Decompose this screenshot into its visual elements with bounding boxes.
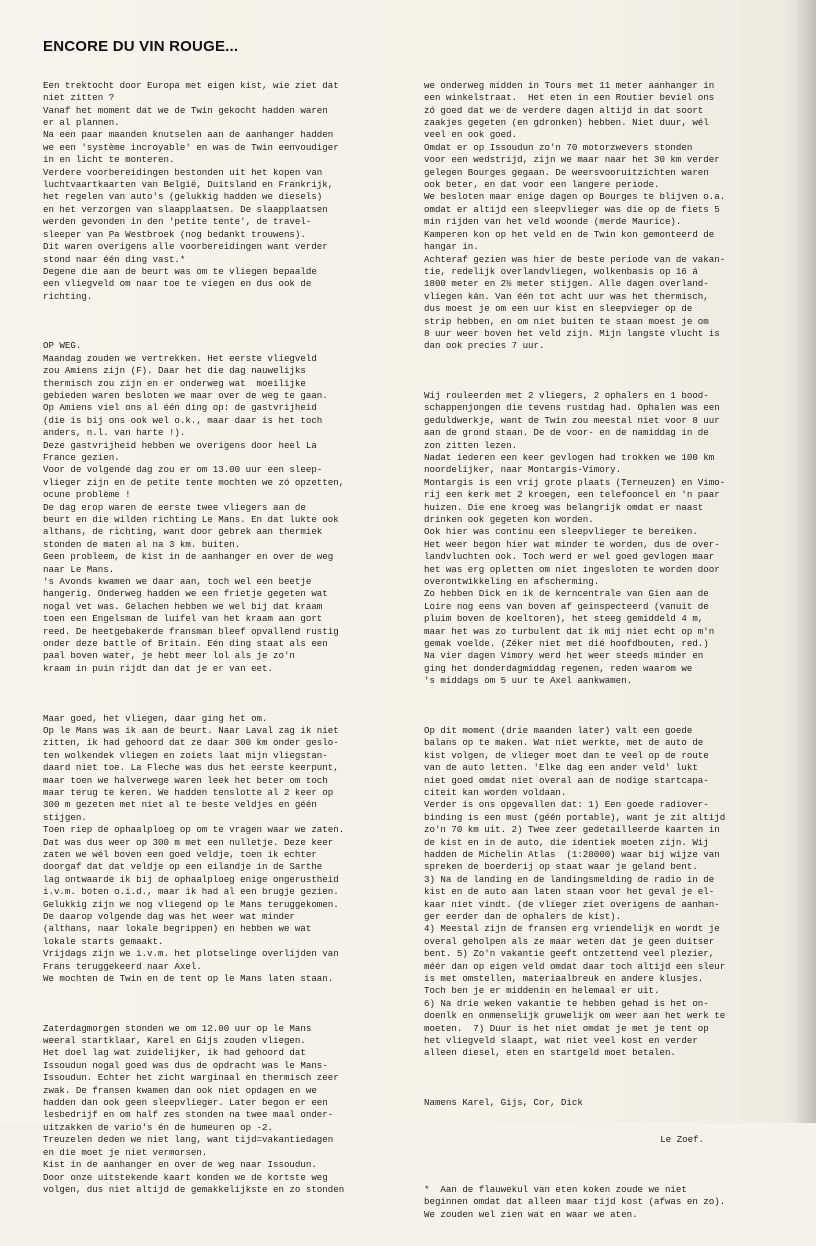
intro-paragraph: Een trektocht door Europa met eigen kist, wie ziet dat niet zitten ? Vanaf het moment dat we de Twin gekocht hadden waren er al plannen. Na een paar maanden knutselen aan de aanhanger hadden we een 'système incroyable' en was de Twin eenvoudiger in en licht te monteren. Verdere voorbereidingen bestonden uit het kopen van luchtvaartkaarten van België, Duitsland en Frankrijk, het regelen van auto's (gelukkig hadden we diesels) en het verzorgen van slaapplaatsen. De slaapplaatsen werden gevonden in den 'petite tente', de travel- sleeper van Pa Westbroek (nog bedankt trouwens). Dit waren overigens alle voorbereidingen want verder stond naar één ding vast.* Degene die aan de beurt was om te vliegen bepaalde een vliegveld om naar toe te viegen en dus ook de richting.	[43, 79, 339, 302]
footnote: * Aan de flauwekul van eten koken zoude we niet beginnen omdat dat alleen maar tijd kost (afwas en zo). We zouden wel zien wat en waar we aten.	[424, 1183, 726, 1220]
bourges-paragraph: we onderweg midden in Tours met 11 meter aanhanger in een winkelstraat. Het eten in een Routier beviel ons zó goed dat we de verdere dagen altijd in dat soort zaakjes gegeten (en gdronken) hebben. Niet duur, wél veel en ook goed. Omdat er op Issoudun zo'n 70 motorzwevers stonden voor een wedstrijd, zijn we maar naar het 30 km verder gelegen Bourges gegaan. De weersvooruitzichten waren ook beter, en dat voor een langere periode. We besloten maar enige dagen op Bourges te blijven o.a. omdat er altijd een sleepvlieger was die op de fiets 5 min rijden van het veld woonde (merde Maurice). Kamperen kon op het veld en de Twin kon gemonteerd de hangar in. Achteraf gezien was hier de beste periode van de vakan- tie, redelijk overlandvliegen, wolkenbasis op 16 á 1800 meter en 2½ meter stijgen. Alle dagen overland- vliegen kán. Van één tot acht uur was het thermisch, dus moest je om een uur kist en sleepvieger op de strip hebben, en om niet buiten te staan moest je om 8 uur weer boven het veld zijn. Mijn langste vlucht is dan ook precies 7 uur.	[424, 79, 726, 352]
right-column	[424, 55, 796, 1246]
page-edge-shadow	[794, 0, 816, 1123]
balance-paragraph: Op dit moment (drie maanden later) valt een goede balans op te maken. Wat niet werkte, met de auto de kist volgen, de vlieger moet dan te veel op de route van de auto letten. 'Elke dag een ander veld' lukt niet goed omdat niet overal aan de nodige startcapa- citeit kan worden voldaan. Verder is ons opgevallen dat: 1) Een goede radiover- binding is een must (géén portable), want je zit altijd zo'n 70 km uit. 2) Twee zeer gedetailleerde kaarten in de kist en in de auto, die identiek moeten zijn. Wij hadden de Michelin Atlas (1:20000) waar bij wijze van spreken de boerderij op staat waar je geland bent. 3) Na de landing en de landingsmelding de radio in de kist en de auto aan laten staan voor het geval je el- kaar niet vindt. (de vlieger ziet overigens de aanhan- ger eerder dan de ophalers de kist). 4) Meestal zijn de fransen erg vriendelijk en wordt je overal geholpen als ze maar weten dat je geen duitser bent. 5) Zo'n vakantie geeft ontzettend veel plezier, méér dan op eigen veld omdat daar toch altijd een sleur is met omstellen, materiaalbreuk en andere klusjes. Toch ben je er middenin en helemaal er uit. 6) Na drie weken vakantie te hebben gehad is het on- doenlk en onmenselijk gruwelijk om weer aan het werk te moeten. 7) Duur is het niet omdat je met je tent op het vliegveld slaapt, wat niet veel kost en verder alleen diesel, eten en startgeld moet betalen.	[424, 724, 726, 1059]
op-weg-paragraph: OP WEG. Maandag zouden we vertrekken. Het eerste vliegveld zou Amiens zijn (F). Daar het die dag nauwelijks thermisch zou zijn en er onderweg wat moeilijke gebieden waren besloten we maar over de weg te gaan. Op Amiens viel ons al één ding op: de gastvrijheid (die is bij ons ook wel o.k., maar daar is het toch anders, n.l. van harte !). Deze gastvrijheid hebben we overigens door heel La France gezien. Voor de volgende dag zou er om 13.00 uur een sleep- vlieger zijn en de petite tente mochten we zó opzetten, ocune problème ! De dag erop waren de eerste twee vliegers aan de beurt en die wilden richting Le Mans. En dat lukte ook althans, de richting, want door gebrek aan thermiek stonden de maten al na 3 km. buiten. Geen probleem, de kist in de aanhanger en over de weg naar Le Mans. 's Avonds kwamen we daar aan, toch wel een beetje hangerig. Onderweg hadden we een frietje gegeten wat nogal vet was. Gelachen hebben we wel bij dat kraam toen een Engelsman de luifel van het kraam aan gort reed. De heetgebakerde fransman bleef opvallend rustig onder deze battle of Britain. Eén ding staat als een paal boven water, je hebt meer lol als je zo'n kraam in puin rijdt dan dat je er van eet.	[43, 340, 345, 674]
issoudun-paragraph: Zaterdagmorgen stonden we om 12.00 uur op le Mans weeral startklaar, Karel en Gijs zouden vliegen. Het doel lag wat zuidelijker, ik had gehoord dat Issoudun nogal goed was dus de opdracht was le Mans- Issoudun. Echter het zicht warginaal en thermisch zeer zwak. De fransen kwamen dan ook niet opdagen en we hadden dan ook geen sleepvlieger. Later begon er een lesbedrijf en om half zes stonden na twee maal onder- uitzakken de vario's én de humeuren op -2. Treuzelen deden we niet lang, want tijd=vakantiedagen en die moet je niet vermorsen. Kist in de aanhanger en over de weg naar Issoudun. Door onze uitstekende kaart konden we de kortste weg volgen, dus niet altijd de gemakkelijkste en zo stonden	[43, 1022, 345, 1195]
le-mans-paragraph: Maar goed, het vliegen, daar ging het om. Op le Mans was ik aan de beurt. Naar Laval zag ik niet zitten, ik had gehoord dat ze daar 300 km onder geslo- ten wolkendek vliegen en zoiets laat mijn vliegstan- daard niet toe. La Fleche was dus het eerste keerpunt, maar toen we halverwege waren leek het beter om toch maar terug te keren. We hadden tenslotte al 2 keer op 300 m gezeten met niet al te beste veldjes en géén stijgen. Toen riep de ophaalploeg op om te vragen waar we zaten. Dat was dus weer op 300 m met een nulletje. Deze keer zaten we wél boven een goed veldje, toen ik echter doorgaf dat dat veldje op een eilandje in de Sarthe lag ontwaarde ik bij de ophaalploeg enige ongerustheid i.v.m. boten o.i.d., maar ik had al een brugje gezien. Gelukkig zijn we nog vliegend op le Mans teruggekomen. De daarop volgende dag was het weer wat minder (althans, naar lokale begrippen) en hebben we wat lokale starts gemaakt. Vrijdags zijn we i.v.m. het plotselinge overlijden van Frans teruggekeerd naar Axel. We mochten de Twin en de tent op le Mans laten staan.	[43, 712, 345, 985]
signature: Le Zoef.	[660, 1134, 704, 1146]
article-title: ENCORE DU VIN ROUGE...	[43, 38, 239, 55]
left-column	[43, 55, 411, 1221]
signoff-line: Namens Karel, Gijs, Cor, Dick	[424, 1097, 583, 1109]
vimory-paragraph: Wij rouleerden met 2 vliegers, 2 ophalers en 1 bood- schappenjongen die tevens rustdag had. Ophalen was een geduldwerkje, want de Twin zou meestal niet voor 8 uur aan de grond staan. De de voor- en de namiddag in de zon zitten lezen. Nadat iederen een keer gevlogen had trokken we 100 km noordelijker, naar Montargis-Vimory. Montargis is een vrij grote plaats (Terneuzen) en Vimo- rij een kerk met 2 kroegen, een telefooncel en 'n paar huizen. Die ene kroeg was belangrijk omdat er naast drinken ook gegeten kon worden. Ook hier was continu een sleepvlieger te bereiken. Het weer begon hier wat minder te worden, dus de over- landvluchten ook. Toch werd er wel goed gevlogen maar het was erg opletten om niet ingesloten te worden door overontwikkeling en afscherming. Zo hebben Dick en ik de kerncentrale van Gien aan de Loire nog eens van boven af geinspecteerd (vanuit de pluim boven de koeltoren), het steeg gemiddeld 4 m, maar het was zo turbulent dat ik mij niet echt op m'n gemak voelde. (Zéker niet met dié hoofdbouten, red.) Na vier dagen Vimory werd het weer steeds minder en ging het donderdagmiddag regenen, reden waarom we 's middags om 5 uur te Axel aankwamen.	[424, 389, 726, 687]
